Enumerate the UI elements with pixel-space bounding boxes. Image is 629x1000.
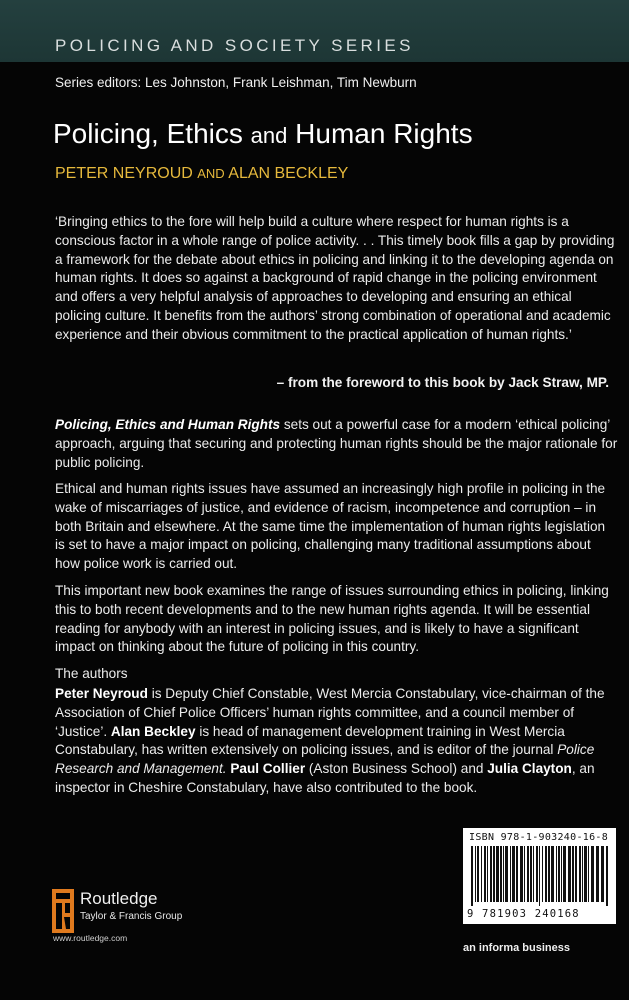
bio-name-4: Julia Clayton (487, 761, 572, 777)
book-authors (55, 165, 348, 183)
bio-name-3: Paul Collier (226, 761, 306, 777)
publisher-url[interactable]: www.routledge.com (53, 933, 128, 943)
authors-bio (55, 685, 618, 798)
informa-tagline: an informa business (463, 942, 570, 954)
foreword-quote: ‘Bringing ethics to the fore will help build a culture where respect for human rights is a conscious factor in a whole range of police activity. . . This timely book fills a gap by providing a framework for the debate about ethics in policing and linking it to the developing agenda on human rights. It does so against a background of rapid change in the policing environment and offers a very helpful analysis of approaches to developing and ensuring an ethical policing culture. It benefits from the authors’ strong combination of operational and academic experience and their obvious commitment to the practical application of human rights.’ (55, 214, 615, 342)
book-title-part1: Policing, Ethics (53, 118, 243, 149)
bio-text-4: , an inspector in Cheshire Constabulary, have also contributed to the book. (55, 761, 595, 795)
authors-and: AND (197, 166, 225, 181)
description-book-title: Policing, Ethics and Human Rights (55, 417, 281, 432)
bio-name-1: Peter Neyroud (55, 686, 148, 701)
routledge-logo-icon (52, 889, 74, 933)
publisher-group: Taylor & Francis Group (80, 911, 183, 922)
book-title-and: and (250, 123, 288, 148)
publisher-name: Routledge (80, 889, 158, 908)
bio-text-1: is Deputy Chief Constable, West Mercia Constabulary, vice-chairman of the Association of Chief Police Officers’ human rights committee, and a council member of ‘Justice’. (55, 686, 605, 739)
bio-text-2: is head of management development training in West Mercia Constabulary, has written extensively on policing issues, and is editor of the journal (55, 723, 565, 758)
book-title (53, 118, 473, 150)
book-title-part2: Human Rights (295, 118, 473, 149)
author-2: ALAN BECKLEY (228, 165, 349, 182)
barcode-digits: 9 781903 240168 (467, 908, 580, 920)
description-paragraph-3: This important new book examines the range of issues surrounding ethics in policing, linking this to both recent developments and to the new human rights agenda. It will be essential reading for anybody with an interest in policing issues, and is likely to have a significant impact on thinking about the future of policing in this country. (55, 583, 609, 655)
authors-heading: The authors (55, 666, 128, 681)
bio-name-2: Alan Beckley (110, 723, 196, 739)
description-paragraph-1 (55, 416, 618, 472)
author-1: PETER NEYROUD (55, 165, 193, 182)
series-editors: Series editors: Les Johnston, Frank Leishman, Tim Newburn (55, 75, 417, 90)
barcode-bars (469, 846, 610, 906)
description-paragraph-2: Ethical and human rights issues have assumed an increasingly high profile in policing in the wake of miscarriages of justice, and evidence of racism, incompetence and corruption – in both Britain and elsewhere. At the same time the implementation of human rights legislation is set to have a major impact on policing, challenging many traditional assumptions about how police work is carried out. (55, 481, 606, 572)
quote-attribution: – from the foreword to this book by Jack Straw, MP. (276, 375, 609, 390)
description-p1-text: sets out a powerful case for a modern ‘ethical policing’ approach, arguing that securing and protecting human rights should be the major rationale for public policing. (55, 417, 618, 470)
series-title: POLICING AND SOCIETY SERIES (55, 36, 414, 55)
bio-journal: Police Research and Management. (55, 742, 595, 777)
bio-text-3: (Aston Business School) and (305, 761, 488, 777)
isbn-barcode (463, 828, 616, 924)
isbn-label: ISBN 978-1-903240-16-8 (469, 832, 609, 843)
